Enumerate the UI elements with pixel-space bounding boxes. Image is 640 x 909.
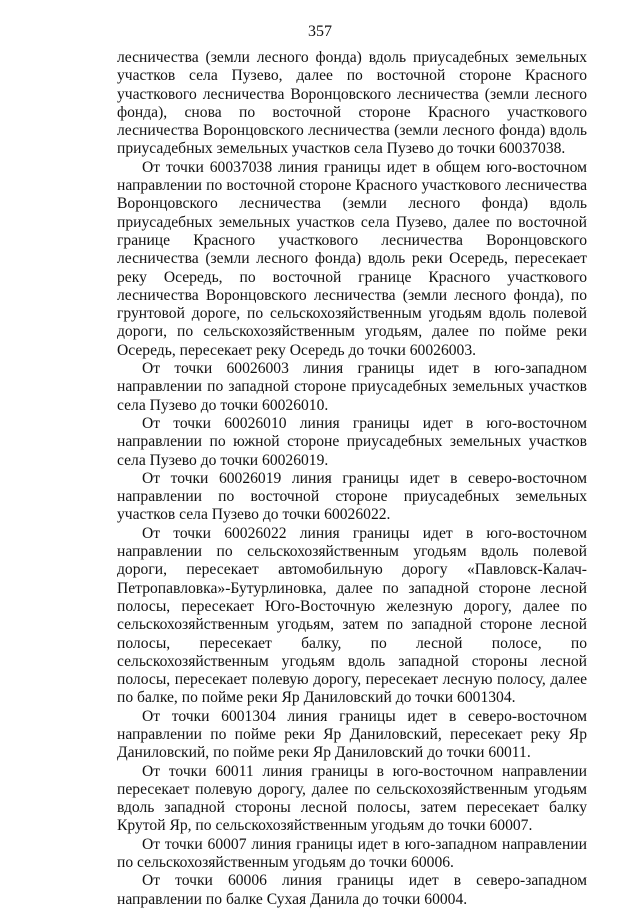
paragraph: От точки 6001304 линия границы идет в северо-восточном направлении по пойме реки Яр Даниловский, пересекает реку Яр Даниловский, по пойме реки Яр Даниловский до точки 60011. bbox=[117, 707, 587, 762]
paragraph: От точки 60007 линия границы идет в юго-западном направлении по сельскохозяйственным угодьям до точки 60006. bbox=[117, 835, 587, 872]
paragraph: От точки 60006 линия границы идет в северо-западном направлении по балке Сухая Данила до точки 60004. bbox=[117, 872, 587, 908]
paragraph: От точки 60026019 линия границы идет в северо-восточном направлении по восточной стороне приусадебных земельных участков села Пузево до точки 60026022. bbox=[117, 469, 587, 524]
paragraph: От точки 60026003 линия границы идет в юго-западном направлении по западной стороне приусадебных земельных участков села Пузево до точки 60026010. bbox=[117, 360, 587, 414]
paragraph: От точки 60011 линия границы в юго-восточном направлении пересекает полевую дорогу, далее по сельскохозяйственным угодьям вдоль западной стороны лесной полосы, затем пересекает балку Крутой Яр, по сельскохозяйственным угодьям до точки 60007. bbox=[117, 762, 587, 835]
paragraph: От точки 60026010 линия границы идет в юго-восточном направлении по южной стороне приусадебных земельных участков села Пузево до точки 60026019. bbox=[117, 414, 587, 469]
body-text bbox=[117, 49, 587, 909]
paragraph: От точки 60037038 линия границы идет в общем юго-восточном направлении по восточной стороне Красного участкового лесничества Воронцовского лесничества (земли лесного фонда) вдоль приусадебных земельных участков села Пузево, далее по восточной границе Красного участкового лесничества Воронцовского лесничества (земли лесного фонда) вдоль реки Осередь, пересекает реку Осередь, по восточной границе Красного участкового лесничества Воронцовского лесничества (земли лесного фонда), по грунтовой дороге, по сельскохозяйственным угодьям вдоль полевой дороги, по сельскохозяйственным угодьям, далее по пойме реки Осередь, пересекает реку Осередь до точки 60026003. bbox=[117, 158, 587, 359]
paragraph: лесничества (земли лесного фонда) вдоль приусадебных земельных участков села Пузево, далее по восточной стороне Красного участкового лесничества Воронцовского лесничества (земли лесного фонда), снова по восточной стороне Красного участкового лесничества Воронцовского лесничества (земли лесного фонда) вдоль приусадебных земельных участков села Пузево до точки 60037038. bbox=[117, 49, 587, 158]
page-number: 357 bbox=[308, 23, 332, 40]
paragraph: От точки 60026022 линия границы идет в юго-восточном направлении по сельскохозяйственным угодьям вдоль полевой дороги, пересекает автомобильную дорогу «Павловск-Калач-Петропавловка»-Бутурлиновка, далее по западной стороне лесной полосы, пересекает Юго-Восточную железную дорогу, далее по сельскохозяйственным угодьям, затем по западной стороне лесной полосы, пересекает балку, по лесной полосе, по сельскохозяйственным угодьям вдоль западной стороны лесной полосы, пересекает полевую дорогу, пересекает лесную полосу, далее по балке, по пойме реки Яр Даниловский до точки 6001304. bbox=[117, 524, 587, 707]
